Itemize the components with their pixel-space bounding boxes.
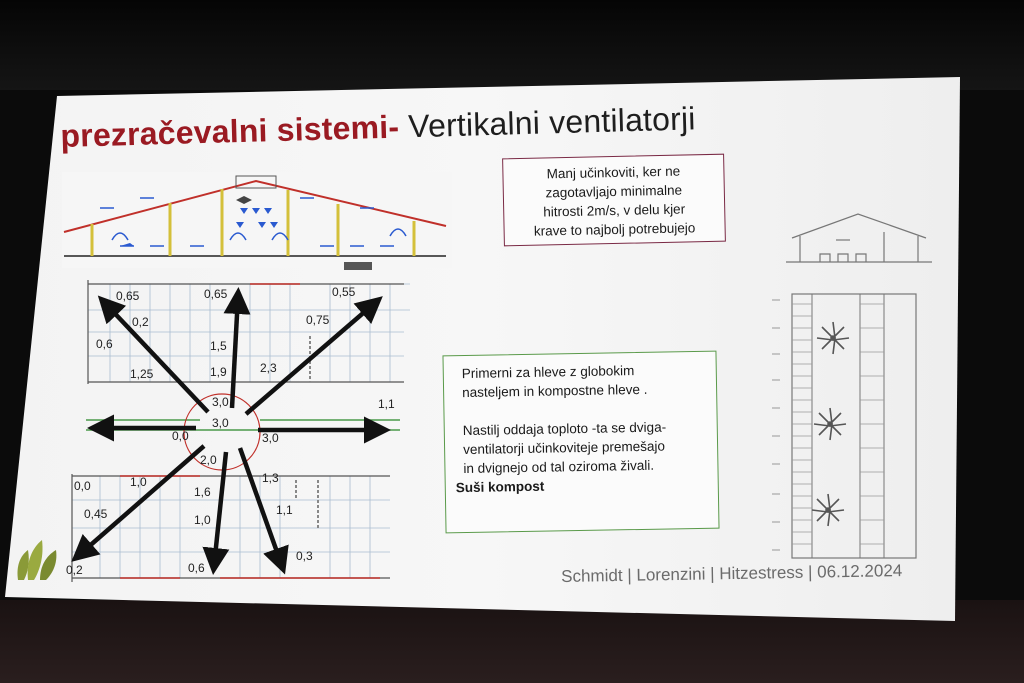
velocity-label: 2,3 <box>260 361 277 375</box>
note-box-middle <box>442 351 719 534</box>
title-black-part: Vertikalni ventilatorji <box>398 100 697 145</box>
velocity-label: 3,0 <box>262 431 279 445</box>
note-line: zagotavljajo minimalne <box>545 182 683 201</box>
note-line: in dvignejo od tal oziroma živali. <box>463 457 655 477</box>
velocity-label: 1,5 <box>210 339 227 353</box>
velocity-label: 1,25 <box>130 367 154 381</box>
velocity-label: 1,0 <box>194 513 211 527</box>
velocity-label: 2,0 <box>200 453 217 467</box>
velocity-label: 1,9 <box>210 365 227 379</box>
velocity-label: 3,0 <box>212 416 229 430</box>
note-line: krave to najbolj potrebujejo <box>533 220 696 239</box>
velocity-label: 0,65 <box>204 287 228 301</box>
velocity-label: 0,2 <box>132 315 149 329</box>
note-box-top <box>502 154 726 247</box>
velocity-label: 1,1 <box>276 503 293 517</box>
velocity-label: 0,6 <box>96 337 113 351</box>
velocity-label: 1,1 <box>378 397 395 411</box>
title-red-part: prezračevalni sistemi- <box>60 108 400 154</box>
note-line: Manj učinkoviti, ker ne <box>546 163 681 182</box>
velocity-label: 0,0 <box>74 479 91 493</box>
note-line: nasteljem in kompostne hleve . <box>461 381 648 401</box>
leaf-logo-icon <box>14 536 62 582</box>
note-bold-line: Suši kompost <box>455 478 545 496</box>
velocity-label: 1,3 <box>262 471 279 485</box>
velocity-label: 0,6 <box>188 561 205 575</box>
velocity-label: 0,3 <box>296 549 313 563</box>
velocity-label: 0,75 <box>306 313 330 327</box>
slide-footer: Schmidt | Lorenzini | Hitzestress | 06.12.2024 <box>561 561 903 586</box>
note-line: Nastilj oddaja toploto -ta se dviga- <box>462 419 667 439</box>
velocity-label: 3,0 <box>212 395 229 409</box>
velocity-label: 0,45 <box>84 507 108 521</box>
note-line: hitrosti 2m/s, v delu kjer <box>543 201 686 220</box>
velocity-label: 0,55 <box>332 285 356 299</box>
velocity-label: 0,65 <box>116 289 140 303</box>
velocity-label: 1,6 <box>194 485 211 499</box>
velocity-label: 0,2 <box>66 563 83 577</box>
note-line: ventilatorji učinkoviteje premešajo <box>462 438 666 458</box>
velocity-label: 0,0 <box>172 429 189 443</box>
note-line: Primerni za hleve z globokim <box>461 363 635 382</box>
velocity-label: 1,0 <box>130 475 147 489</box>
